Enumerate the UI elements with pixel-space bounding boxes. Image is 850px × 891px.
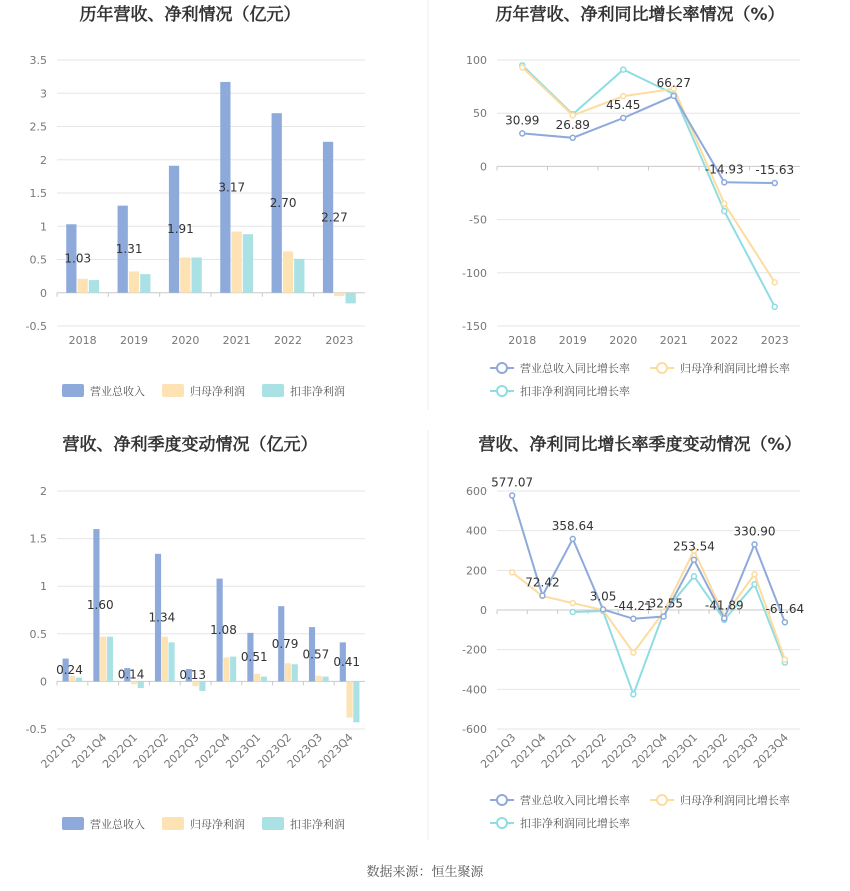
legend-label: 扣非净利润同比增长率	[520, 385, 630, 398]
x-tick-label: 2021Q4	[69, 730, 110, 771]
line-data-label: -15.63	[755, 163, 795, 178]
y-tick-label: 200	[466, 564, 487, 578]
x-tick-label: 2023Q3	[720, 730, 761, 771]
legend-label: 扣非净利润	[290, 818, 345, 831]
x-tick-label: 2023	[325, 334, 354, 347]
bar	[322, 677, 328, 682]
y-tick-label: 3	[40, 87, 47, 101]
bar	[107, 637, 113, 682]
y-tick-label: 50	[473, 107, 487, 121]
y-tick-label: 3.5	[29, 54, 47, 67]
x-tick-label: 2022Q4	[629, 730, 670, 771]
line-data-label: 30.99	[505, 113, 540, 128]
x-tick-label: 2019	[558, 334, 587, 347]
series-point	[570, 536, 575, 541]
legend-marker	[497, 795, 507, 805]
y-tick-label: 2	[40, 153, 47, 167]
bar	[131, 681, 137, 684]
series-point	[772, 280, 777, 285]
legend-label: 营业总收入	[90, 818, 145, 831]
y-tick-label: 0	[40, 286, 47, 300]
x-tick-label: 2019	[120, 334, 148, 347]
series-point	[621, 116, 626, 121]
line-data-label: -44.21	[614, 598, 653, 613]
series-point	[621, 67, 626, 72]
y-tick-label: 0	[40, 675, 47, 689]
series-point	[691, 574, 696, 579]
chart-title: 营收、净利同比增长率季度变动情况（%）	[478, 435, 802, 455]
series-point	[691, 557, 696, 562]
series-point	[520, 131, 525, 136]
y-tick-label: -0.5	[25, 320, 47, 333]
legend-label: 营业总收入同比增长率	[520, 362, 630, 375]
x-tick-label: 2022	[710, 334, 739, 347]
x-tick-label: 2022Q2	[130, 730, 171, 771]
bar	[243, 234, 253, 293]
line-data-label: -41.89	[704, 598, 744, 613]
legend-label: 扣非净利润同比增长率	[520, 817, 630, 830]
x-tick-label: 2021Q4	[508, 730, 549, 771]
line-data-label: -14.93	[704, 162, 744, 177]
legend-swatch	[62, 384, 84, 397]
x-tick-label: 2022Q3	[161, 730, 202, 771]
legend-swatch	[162, 817, 184, 830]
bar	[78, 279, 88, 293]
bar-data-label: 1.34	[148, 610, 176, 625]
bar	[191, 258, 201, 293]
bar	[162, 637, 168, 682]
y-tick-label: -150	[462, 320, 487, 333]
x-tick-label: 2022Q1	[100, 730, 141, 771]
bar-data-label: 0.79	[271, 636, 299, 651]
bar	[353, 681, 359, 722]
x-tick-label: 2020	[171, 334, 200, 347]
data-source-note: 数据来源：恒生聚源	[366, 865, 484, 880]
y-tick-label: 0	[480, 160, 487, 174]
series-point	[722, 201, 727, 206]
y-tick-label: 2	[40, 485, 47, 498]
line-data-label: 577.07	[491, 475, 534, 490]
x-tick-label: 2022Q1	[538, 730, 579, 771]
series-point	[772, 304, 777, 309]
bar-data-label: 0.57	[302, 647, 330, 662]
legend-swatch	[262, 817, 284, 830]
y-tick-label: 1	[40, 220, 47, 234]
series-point	[671, 93, 676, 98]
series-point	[540, 593, 545, 598]
x-tick-label: 2021	[222, 334, 251, 347]
bar-data-label: 1.03	[64, 251, 92, 266]
series-point	[752, 542, 757, 547]
legend-swatch	[162, 384, 184, 397]
line-data-label: 72.42	[525, 575, 560, 590]
legend-marker	[657, 363, 667, 373]
bar	[334, 293, 344, 296]
x-tick-label: 2022	[274, 334, 302, 347]
bar	[294, 259, 304, 293]
line-data-label: 26.89	[555, 117, 590, 132]
legend-marker	[657, 795, 667, 805]
x-tick-label: 2020	[609, 334, 638, 347]
line-data-label: -32.55	[644, 596, 683, 611]
bar	[89, 280, 99, 293]
x-tick-label: 2023Q4	[750, 730, 791, 771]
bar	[138, 681, 144, 688]
series-point	[752, 572, 757, 577]
series-point	[510, 570, 515, 575]
x-tick-label: 2023Q1	[660, 730, 701, 771]
legend-swatch	[262, 384, 284, 397]
bar-data-label: 2.27	[321, 210, 348, 225]
quarterly-growth-rate-line-chart	[462, 434, 804, 830]
line-data-label: -61.64	[765, 602, 805, 617]
series-point	[520, 65, 525, 70]
bar	[292, 664, 298, 681]
bar-data-label: 0.51	[240, 650, 268, 665]
series-point	[782, 620, 787, 625]
annual-growth-rate-line-chart	[462, 4, 800, 398]
series-point	[722, 180, 727, 185]
y-tick-label: 1.5	[29, 532, 47, 546]
bar	[345, 293, 355, 304]
legend-label: 归母净利润	[190, 385, 245, 398]
y-tick-label: -400	[462, 683, 487, 697]
x-tick-label: 2022Q4	[192, 730, 233, 771]
y-tick-label: -200	[462, 643, 487, 657]
x-tick-label: 2018	[68, 334, 97, 347]
series-point	[510, 493, 515, 498]
bar	[254, 674, 260, 682]
bar	[76, 678, 82, 682]
x-tick-label: 2023	[760, 334, 789, 347]
series-point	[601, 607, 606, 612]
bar-data-label: 1.91	[167, 222, 194, 237]
y-tick-label: 0.5	[29, 627, 47, 641]
x-tick-label: 2021	[659, 334, 688, 347]
chart-title: 历年营收、净利情况（亿元）	[79, 5, 301, 25]
legend-marker	[497, 386, 507, 396]
line-data-label: 330.90	[733, 524, 776, 539]
series-point	[722, 616, 727, 621]
bar-data-label: 1.08	[210, 622, 237, 637]
x-tick-label: 2022Q3	[599, 730, 640, 771]
bar-data-label: 0.24	[56, 662, 83, 677]
legend-label: 营业总收入	[90, 385, 145, 398]
y-tick-label: -0.5	[25, 723, 47, 736]
series-point	[570, 135, 575, 140]
x-tick-label: 2023Q3	[284, 730, 325, 771]
bar	[129, 271, 139, 292]
x-tick-label: 2023Q1	[223, 730, 264, 771]
bar	[347, 681, 353, 717]
line-data-label: 253.54	[672, 539, 715, 554]
bar	[199, 681, 205, 691]
y-tick-label: -100	[462, 266, 487, 280]
bar-data-label: 0.41	[333, 654, 361, 669]
chart-title: 历年营收、净利同比增长率情况（%）	[495, 5, 785, 25]
series-point	[570, 609, 575, 614]
legend-marker	[497, 363, 507, 373]
bar	[140, 274, 150, 293]
series-point	[722, 209, 727, 214]
line-data-label: 358.64	[551, 518, 594, 533]
y-tick-label: 2.5	[29, 120, 47, 134]
series-point	[772, 181, 777, 186]
x-tick-label: 2023Q2	[254, 730, 295, 771]
bar	[283, 252, 293, 293]
series-point	[570, 601, 575, 606]
bar	[232, 232, 242, 293]
series-point	[782, 657, 787, 662]
y-tick-label: 100	[466, 54, 487, 67]
bar	[230, 657, 236, 682]
line-data-label: 3.05	[589, 589, 617, 604]
x-tick-label: 2023Q2	[690, 730, 731, 771]
y-tick-label: 1	[40, 580, 47, 594]
series-point	[631, 616, 636, 621]
legend-marker	[497, 818, 507, 828]
legend-label: 营业总收入同比增长率	[520, 794, 630, 807]
annual-revenue-profit-bar-chart	[26, 4, 365, 398]
bar-data-label: 3.17	[218, 180, 246, 195]
bar	[316, 676, 322, 682]
line-data-label: 45.45	[606, 98, 641, 113]
series-line	[522, 65, 775, 306]
legend-swatch	[62, 817, 84, 830]
bar	[223, 658, 229, 682]
bar	[180, 258, 190, 293]
bar-data-label: 1.31	[115, 242, 143, 257]
x-tick-label: 2021Q3	[478, 730, 519, 771]
y-tick-label: -600	[462, 723, 487, 736]
legend-label: 扣非净利润	[290, 385, 345, 398]
y-tick-label: 1.5	[29, 187, 47, 200]
bar-data-label: 2.70	[269, 195, 297, 210]
bar	[100, 637, 106, 682]
bar	[285, 663, 291, 681]
y-tick-label: 400	[466, 524, 487, 538]
bar-data-label: 0.14	[117, 667, 145, 682]
bar-data-label: 0.13	[179, 668, 207, 683]
bar-data-label: 1.60	[86, 598, 114, 613]
y-tick-label: 0.5	[29, 253, 47, 267]
y-tick-label: 600	[466, 485, 487, 498]
y-tick-label: 0	[480, 604, 487, 617]
x-tick-label: 2023Q4	[315, 730, 356, 771]
series-point	[631, 650, 636, 655]
line-data-label: 66.27	[656, 75, 691, 90]
legend-label: 归母净利润同比增长率	[680, 362, 790, 375]
x-tick-label: 2021Q3	[38, 730, 79, 771]
chart-title: 营收、净利季度变动情况（亿元）	[62, 435, 318, 455]
legend-label: 归母净利润	[190, 818, 245, 831]
quarterly-revenue-profit-bar-chart	[26, 434, 365, 831]
x-tick-label: 2018	[508, 334, 537, 347]
series-point	[631, 692, 636, 697]
y-tick-label: -50	[469, 213, 487, 227]
x-tick-label: 2022Q2	[569, 730, 610, 771]
legend-label: 归母净利润同比增长率	[680, 794, 790, 807]
series-point	[661, 614, 666, 619]
series-point	[752, 582, 757, 587]
bar	[168, 642, 174, 681]
bar	[261, 677, 267, 682]
